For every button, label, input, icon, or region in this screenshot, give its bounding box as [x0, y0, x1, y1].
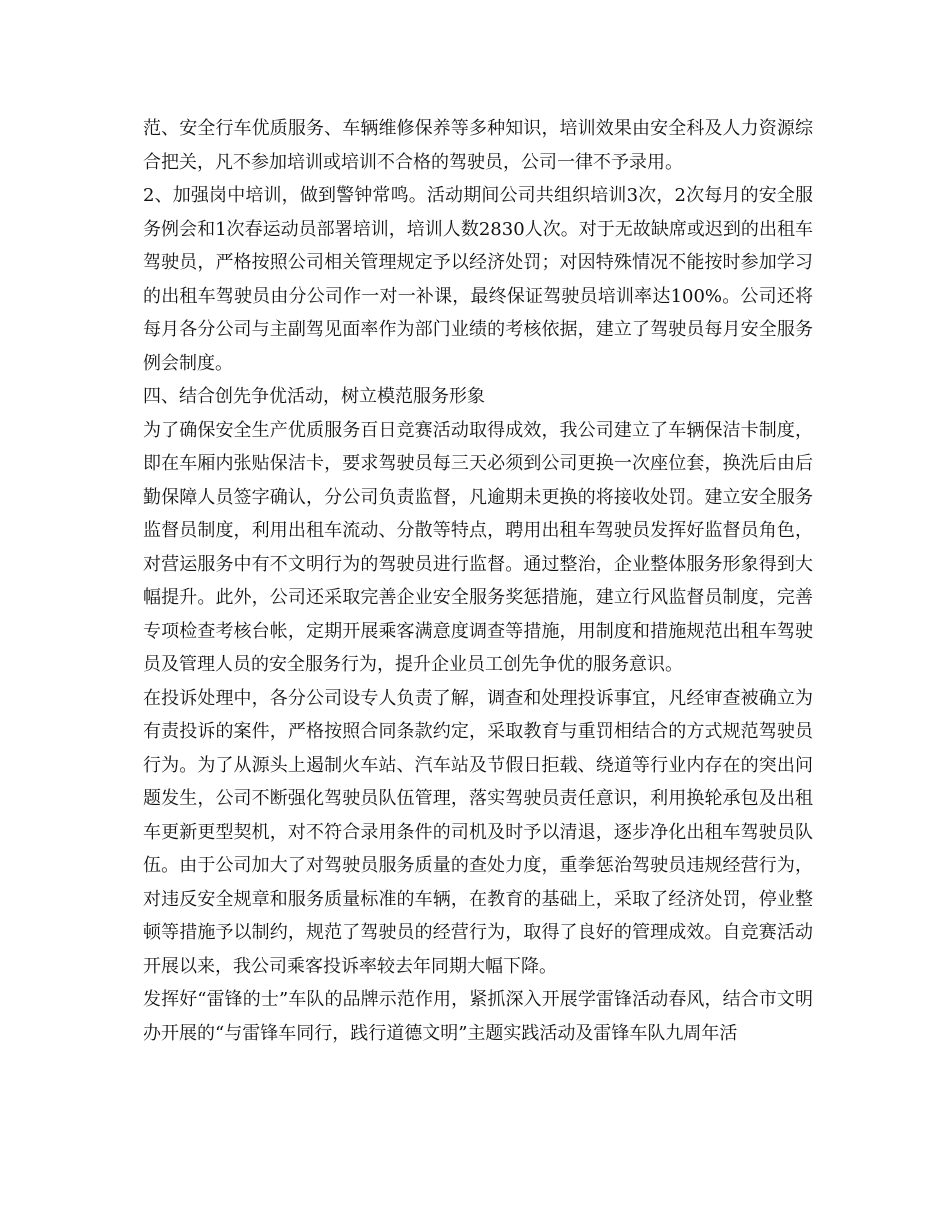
document-body [143, 112, 813, 1050]
section-heading: 四、结合创先争优活动，树立模范服务形象 [143, 386, 485, 407]
paragraph: 在投诉处理中，各分公司设专人负责了解，调查和处理投诉事宜，凡经审查被确立为有责投诉的案件，严格按照合同条款约定，采取教育与重罚相结合的方式规范驾驶员行为。为了从源头上遏制火车站、汽车站及节假日拒载、绕道等行业内存在的突出问题发生，公司不断强化驾驶员队伍管理，落实驾驶员责任意识，利用换轮承包及出租车更新更型契机，对不符合录用条件的司机及时予以清退，逐步净化出租车驾驶员队伍。由于公司加大了对驾驶员服务质量的查处力度，重拳惩治驾驶员违规经营行为，对违反安全规章和服务质量标准的车辆，在教育的基础上，采取了经济处罚，停业整顿等措施予以制约，规范了驾驶员的经营行为，取得了良好的管理成效。自竞赛活动开展以来，我公司乘客投诉率较去年同期大幅下降。 [143, 687, 813, 977]
paragraph: 范、安全行车优质服务、车辆维修保养等多种知识，培训效果由安全科及人力资源综合把关，凡不参加培训或培训不合格的驾驶员，公司一律不予录用。 [143, 118, 813, 173]
paragraph: 发挥好“雷锋的士”车队的品牌示范作用，紧抓深入开展学雷锋活动春风，结合市文明办开展的“与雷锋车同行，践行道德文明”主题实践活动及雷锋车队九周年活 [143, 989, 813, 1044]
paragraph: 2、加强岗中培训，做到警钟常鸣。活动期间公司共组织培训3次，2次每月的安全服务例会和1次春运动员部署培训，培训人数2830人次。对于无故缺席或迟到的出租车驾驶员，严格按照公司相关管理规定予以经济处罚；对因特殊情况不能按时参加学习的出租车驾驶员由分公司作一对一补课，最终保证驾驶员培训率达100%。公司还将每月各分公司与主副驾见面率作为部门业绩的考核依据，建立了驾驶员每月安全服务例会制度。 [143, 185, 813, 374]
paragraph: 为了确保安全生产优质服务百日竞赛活动取得成效，我公司建立了车辆保洁卡制度，即在车厢内张贴保洁卡，要求驾驶员每三天必须到公司更换一次座位套，换洗后由后勤保障人员签字确认，分公司负责监督，凡逾期未更换的将接收处罚。建立安全服务监督员制度，利用出租车流动、分散等特点，聘用出租车驾驶员发挥好监督员角色，对营运服务中有不文明行为的驾驶员进行监督。通过整治，企业整体服务形象得到大幅提升。此外，公司还采取完善企业安全服务奖惩措施，建立行风监督员制度，完善专项检查考核台帐，定期开展乘客满意度调查等措施，用制度和措施规范出租车驾驶员及管理人员的安全服务行为，提升企业员工创先争优的服务意识。 [143, 419, 813, 675]
